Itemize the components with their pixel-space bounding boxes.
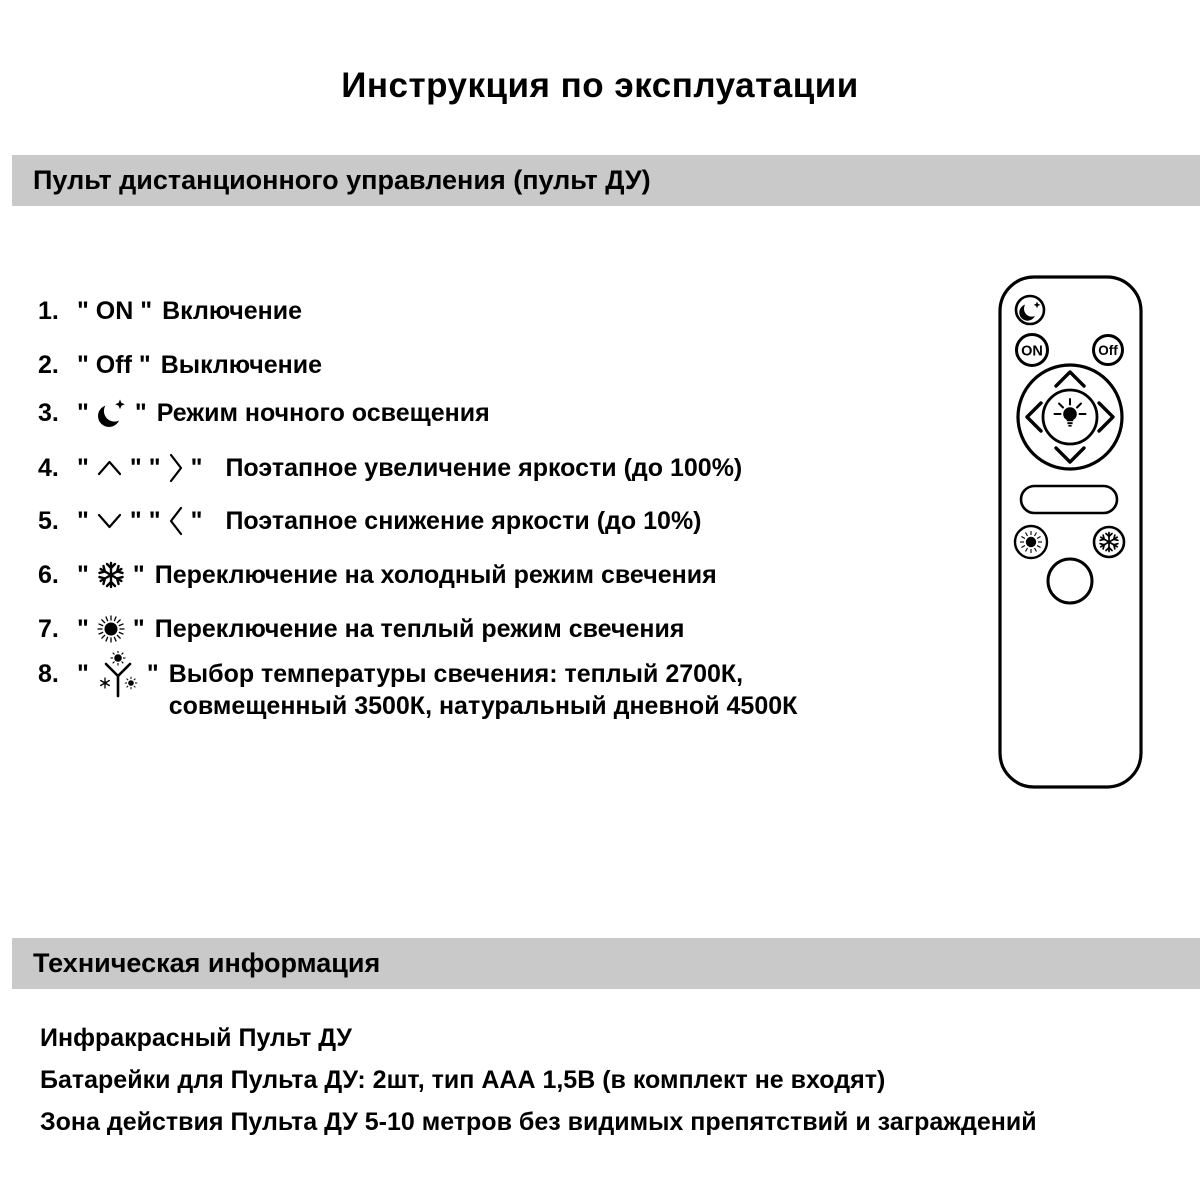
section-header-remote-label: Пульт дистанционного управления (пульт ДУ) [33,165,651,195]
quote-mark: " [148,453,161,482]
quote-mark: " [77,506,89,535]
instruction-item-warm-mode [38,602,684,656]
quote-mark: " [77,614,89,643]
item-button-label: " Off " [77,350,151,379]
instruction-item-on [38,284,302,338]
tech-info-line: Батарейки для Пульта ДУ: 2шт, тип ААА 1,5В (в комплект не входят) [40,1066,886,1094]
remote-control-diagram [994,272,1147,794]
item-number: 8. [38,660,59,688]
item-number: 7. [38,614,59,643]
chevron-down-icon [96,511,123,531]
temperature-select-icon [96,651,140,699]
quote-mark: " [129,453,142,482]
item-number: 4. [38,453,59,482]
quote-mark: " [132,614,145,643]
item-number: 2. [38,350,59,379]
quote-mark: " [77,660,89,688]
remote-on-label: ON [1021,343,1043,360]
chevron-up-icon [96,458,123,478]
quote-mark: " [132,560,145,589]
section-header-remote [12,155,1200,206]
moon-star-icon [96,397,128,429]
item-button-label: " ON " [77,296,153,325]
quote-mark: " [146,660,159,688]
item-number: 3. [38,398,59,427]
item-label: Переключение на холодный режим свечения [154,560,717,589]
item-label: Переключение на теплый режим свечения [154,614,685,643]
item-number: 5. [38,506,59,535]
instruction-item-brightness-down [38,494,702,548]
snowflake-icon [96,560,126,590]
remote-display-window [1021,486,1117,513]
quote-mark: " [190,506,203,535]
instruction-item-night-mode [38,386,490,440]
instruction-item-off [38,338,322,392]
tech-info-line: Инфракрасный Пульт ДУ [40,1024,352,1052]
chevron-left-icon [168,504,184,538]
page-title: Инструкция по эксплуатации [341,66,859,105]
quote-mark: " [77,398,89,427]
quote-mark: " [134,398,147,427]
quote-mark: " [129,506,142,535]
tech-info [40,1026,1037,1152]
tech-info-line: Зона действия Пульта ДУ 5-10 метров без видимых препятствий и заграждений [40,1108,1037,1136]
item-number: 1. [38,296,59,325]
item-number: 6. [38,560,59,589]
warm-sun-icon [96,614,126,644]
item-label: Выключение [160,350,322,379]
instruction-item-temperature-select [38,658,797,722]
chevron-right-icon [168,451,184,485]
item-label: Поэтапное увеличение яркости (до 100%) [225,453,743,482]
item-label [169,658,798,722]
item-label-line1: Выбор температуры свечения: теплый 2700К, [168,660,744,688]
section-header-tech [12,938,1200,989]
item-label: Поэтапное снижение яркости (до 10%) [225,506,702,535]
item-label: Включение [162,296,303,325]
instruction-item-brightness-up [38,441,742,495]
quote-mark: " [77,560,89,589]
quote-mark: " [190,453,203,482]
item-label-line2: совмещенный 3500К, натуральный дневной 4500К [168,692,798,720]
remote-off-label: Off [1098,343,1118,358]
quote-mark: " [77,453,89,482]
section-header-tech-label: Техническая информация [33,948,381,978]
item-label: Режим ночного освещения [156,398,490,427]
instruction-item-cold-mode [38,548,717,602]
quote-mark: " [148,506,161,535]
